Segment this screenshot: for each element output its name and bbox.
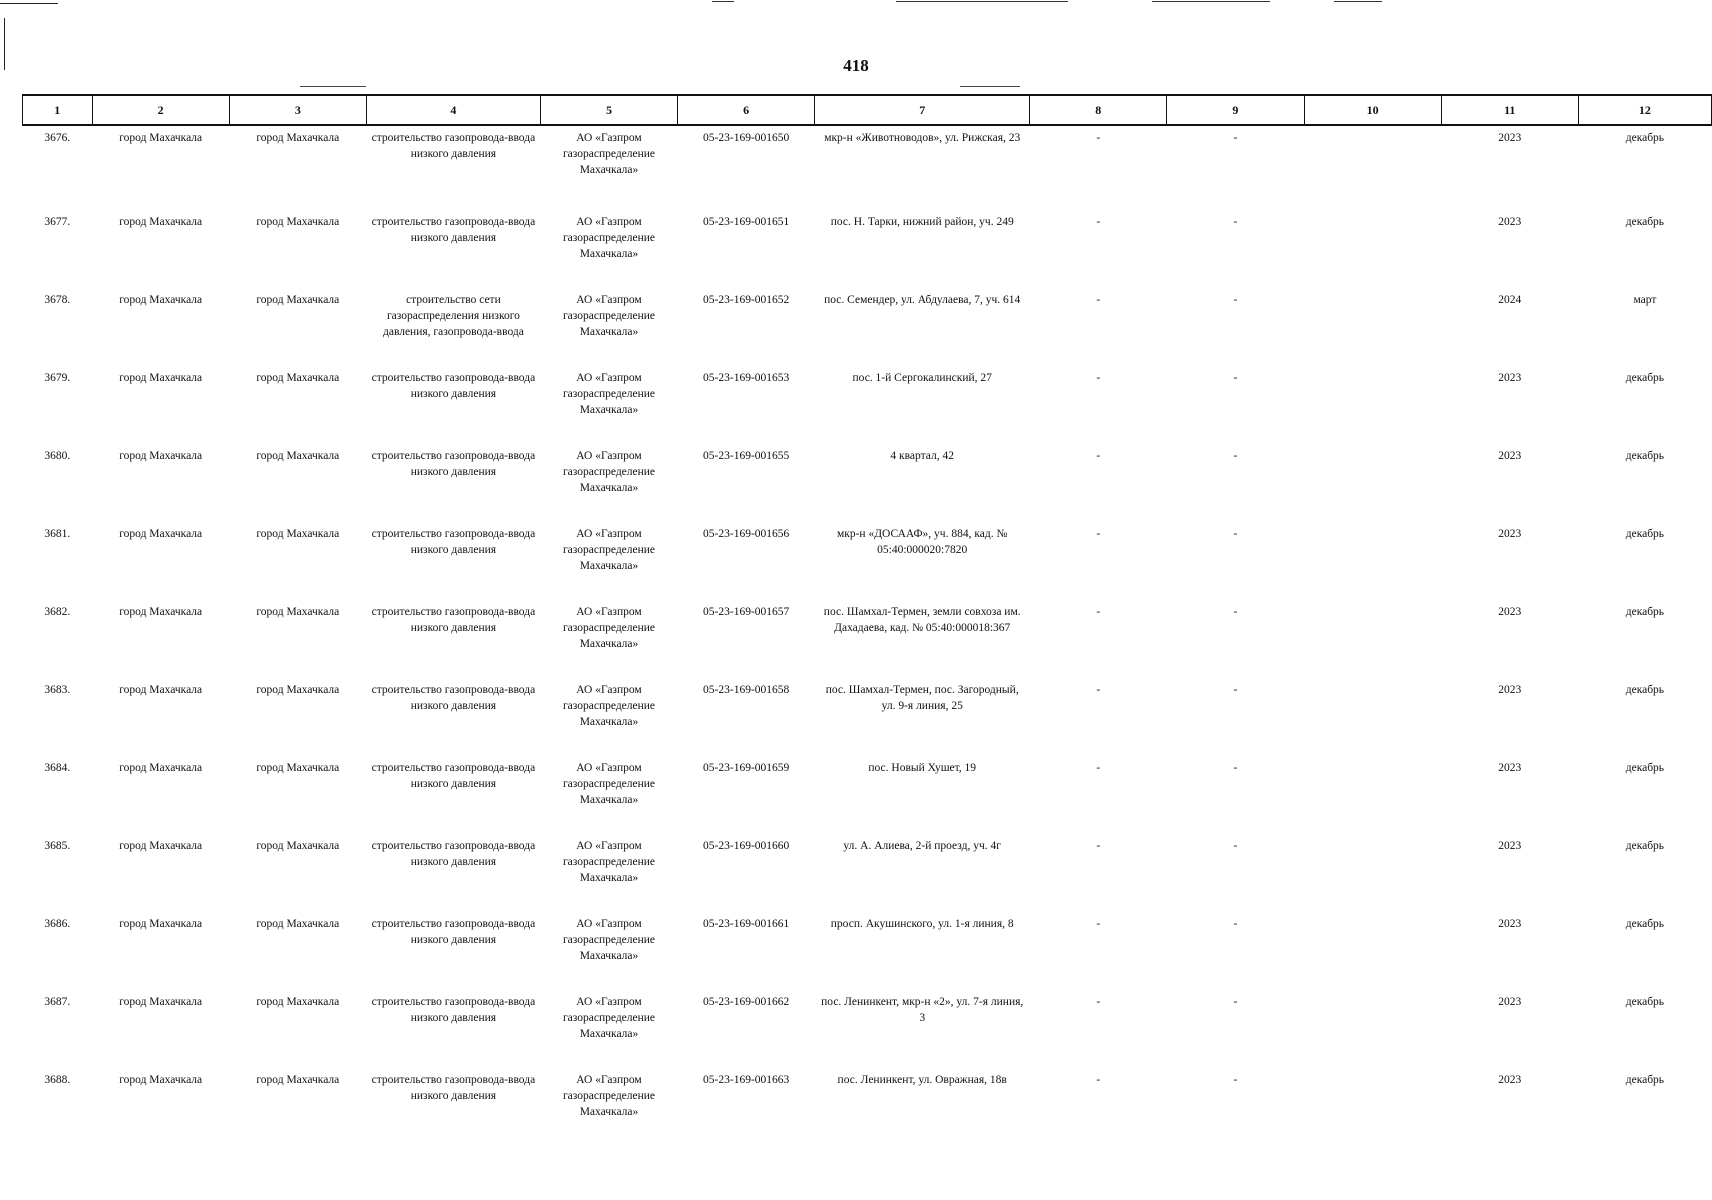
column-9-cell: - (1233, 294, 1238, 306)
works-cell: строительство сети газораспределения низкого давления, газопровода-ввода (382, 294, 524, 338)
column-8-cell: - (1096, 1074, 1101, 1086)
address-cell: мкр-н «Животноводов», ул. Рижская, 23 (824, 132, 1021, 144)
column-10-cell (1304, 366, 1441, 444)
district-cell: город Махачкала (119, 606, 203, 618)
district-cell: город Махачкала (119, 132, 203, 144)
col-header-5: 5 (540, 95, 677, 125)
scan-corner-mark (0, 3, 58, 4)
column-9-cell: - (1233, 762, 1238, 774)
row-number: 3685. (44, 840, 71, 852)
table-row (23, 444, 1712, 522)
scan-tick-line (960, 86, 1020, 87)
address-cell: пос. Семендер, ул. Абдулаева, 7, уч. 614 (824, 294, 1021, 306)
table-row (23, 522, 1712, 600)
column-10-cell (1304, 125, 1441, 210)
district-cell: город Махачкала (119, 918, 203, 930)
organization-cell: АО «Газпром газораспределение Махачкала» (562, 372, 656, 416)
col-header-10: 10 (1304, 95, 1441, 125)
address-cell: просп. Акушинского, ул. 1-я линия, 8 (830, 918, 1014, 930)
col-header-6: 6 (678, 95, 815, 125)
year-cell: 2024 (1498, 294, 1522, 306)
table-row (23, 210, 1712, 288)
code-cell: 05-23-169-001657 (703, 606, 790, 618)
col-header-4: 4 (366, 95, 540, 125)
month-cell: март (1633, 294, 1657, 306)
code-cell: 05-23-169-001663 (703, 1074, 790, 1086)
row-number: 3676. (44, 132, 71, 144)
locality-cell: город Махачкала (256, 450, 340, 462)
locality-cell: город Махачкала (256, 372, 340, 384)
code-cell: 05-23-169-001653 (703, 372, 790, 384)
works-cell: строительство газопровода-ввода низкого давления (371, 216, 536, 244)
column-9-cell: - (1233, 132, 1238, 144)
district-cell: город Махачкала (119, 450, 203, 462)
locality-cell: город Махачкала (256, 294, 340, 306)
column-8-cell: - (1096, 528, 1101, 540)
organization-cell: АО «Газпром газораспределение Махачкала» (562, 606, 656, 650)
column-number-row (23, 95, 1712, 125)
year-cell: 2023 (1498, 996, 1522, 1008)
scan-tick-line (300, 86, 366, 87)
year-cell: 2023 (1498, 606, 1522, 618)
year-cell: 2023 (1498, 1074, 1522, 1086)
address-cell: ул. А. Алиева, 2-й проезд, уч. 4г (843, 840, 1001, 852)
col-header-12: 12 (1578, 95, 1711, 125)
code-cell: 05-23-169-001661 (703, 918, 790, 930)
column-8-cell: - (1096, 372, 1101, 384)
table-row (23, 912, 1712, 990)
row-number: 3679. (44, 372, 71, 384)
column-10-cell (1304, 834, 1441, 912)
row-number: 3681. (44, 528, 71, 540)
works-cell: строительство газопровода-ввода низкого давления (371, 528, 536, 556)
column-8-cell: - (1096, 294, 1101, 306)
column-10-cell (1304, 288, 1441, 366)
month-cell: декабрь (1625, 372, 1665, 384)
column-10-cell (1304, 522, 1441, 600)
works-cell: строительство газопровода-ввода низкого давления (371, 132, 536, 160)
code-cell: 05-23-169-001655 (703, 450, 790, 462)
organization-cell: АО «Газпром газораспределение Махачкала» (562, 762, 656, 806)
locality-cell: город Махачкала (256, 132, 340, 144)
works-cell: строительство газопровода-ввода низкого давления (371, 606, 536, 634)
table-row (23, 1068, 1712, 1146)
organization-cell: АО «Газпром газораспределение Махачкала» (562, 450, 656, 494)
column-9-cell: - (1233, 840, 1238, 852)
column-10-cell (1304, 756, 1441, 834)
col-header-8: 8 (1030, 95, 1167, 125)
code-cell: 05-23-169-001659 (703, 762, 790, 774)
column-8-cell: - (1096, 216, 1101, 228)
col-header-7: 7 (815, 95, 1030, 125)
organization-cell: АО «Газпром газораспределение Махачкала» (562, 294, 656, 338)
row-number: 3678. (44, 294, 71, 306)
district-cell: город Махачкала (119, 840, 203, 852)
works-cell: строительство газопровода-ввода низкого давления (371, 996, 536, 1024)
column-8-cell: - (1096, 684, 1101, 696)
col-header-1: 1 (23, 95, 93, 125)
year-cell: 2023 (1498, 528, 1522, 540)
column-9-cell: - (1233, 918, 1238, 930)
works-cell: строительство газопровода-ввода низкого давления (371, 684, 536, 712)
column-8-cell: - (1096, 996, 1101, 1008)
district-cell: город Махачкала (119, 528, 203, 540)
column-8-cell: - (1096, 918, 1101, 930)
column-10-cell (1304, 912, 1441, 990)
row-number: 3683. (44, 684, 71, 696)
address-cell: пос. Новый Хушет, 19 (868, 762, 977, 774)
code-cell: 05-23-169-001658 (703, 684, 790, 696)
table-row (23, 678, 1712, 756)
address-cell: пос. Н. Тарки, нижний район, уч. 249 (830, 216, 1014, 228)
scan-edge-line (712, 1, 734, 2)
column-9-cell: - (1233, 606, 1238, 618)
column-9-cell: - (1233, 528, 1238, 540)
year-cell: 2023 (1498, 840, 1522, 852)
column-10-cell (1304, 1068, 1441, 1146)
month-cell: декабрь (1625, 1074, 1665, 1086)
address-cell: пос. Ленинкент, ул. Овражная, 18в (837, 1074, 1007, 1086)
registry-table (22, 94, 1712, 1146)
locality-cell: город Махачкала (256, 1074, 340, 1086)
row-number: 3686. (44, 918, 71, 930)
column-8-cell: - (1096, 762, 1101, 774)
district-cell: город Махачкала (119, 996, 203, 1008)
month-cell: декабрь (1625, 606, 1665, 618)
table-row (23, 990, 1712, 1068)
column-10-cell (1304, 990, 1441, 1068)
col-header-2: 2 (92, 95, 229, 125)
row-number: 3687. (44, 996, 71, 1008)
locality-cell: город Махачкала (256, 216, 340, 228)
month-cell: декабрь (1625, 450, 1665, 462)
locality-cell: город Махачкала (256, 606, 340, 618)
column-10-cell (1304, 210, 1441, 288)
locality-cell: город Махачкала (256, 762, 340, 774)
address-cell: пос. Шамхал-Термен, пос. Загородный, ул. 9-я линия, 25 (825, 684, 1019, 712)
month-cell: декабрь (1625, 216, 1665, 228)
year-cell: 2023 (1498, 372, 1522, 384)
col-header-11: 11 (1441, 95, 1578, 125)
column-10-cell (1304, 600, 1441, 678)
code-cell: 05-23-169-001650 (703, 132, 790, 144)
district-cell: город Махачкала (119, 684, 203, 696)
year-cell: 2023 (1498, 684, 1522, 696)
year-cell: 2023 (1498, 216, 1522, 228)
district-cell: город Махачкала (119, 762, 203, 774)
locality-cell: город Махачкала (256, 684, 340, 696)
scan-edge-line (896, 1, 1068, 2)
address-cell: 4 квартал, 42 (890, 450, 954, 462)
address-cell: пос. 1-й Сергокалинский, 27 (852, 372, 992, 384)
table-row (23, 288, 1712, 366)
locality-cell: город Махачкала (256, 996, 340, 1008)
organization-cell: АО «Газпром газораспределение Махачкала» (562, 528, 656, 572)
code-cell: 05-23-169-001660 (703, 840, 790, 852)
table-row (23, 125, 1712, 210)
row-number: 3682. (44, 606, 71, 618)
column-10-cell (1304, 444, 1441, 522)
organization-cell: АО «Газпром газораспределение Махачкала» (562, 1074, 656, 1118)
organization-cell: АО «Газпром газораспределение Махачкала» (562, 216, 656, 260)
works-cell: строительство газопровода-ввода низкого давления (371, 1074, 536, 1102)
col-header-9: 9 (1167, 95, 1304, 125)
locality-cell: город Махачкала (256, 918, 340, 930)
table-row (23, 756, 1712, 834)
works-cell: строительство газопровода-ввода низкого давления (371, 450, 536, 478)
organization-cell: АО «Газпром газораспределение Махачкала» (562, 840, 656, 884)
table-row (23, 600, 1712, 678)
column-9-cell: - (1233, 996, 1238, 1008)
month-cell: декабрь (1625, 132, 1665, 144)
row-number: 3684. (44, 762, 71, 774)
column-8-cell: - (1096, 606, 1101, 618)
year-cell: 2023 (1498, 918, 1522, 930)
organization-cell: АО «Газпром газораспределение Махачкала» (562, 684, 656, 728)
column-9-cell: - (1233, 684, 1238, 696)
year-cell: 2023 (1498, 132, 1522, 144)
organization-cell: АО «Газпром газораспределение Махачкала» (562, 918, 656, 962)
column-9-cell: - (1233, 372, 1238, 384)
col-header-3: 3 (229, 95, 366, 125)
district-cell: город Махачкала (119, 1074, 203, 1086)
month-cell: декабрь (1625, 996, 1665, 1008)
code-cell: 05-23-169-001656 (703, 528, 790, 540)
code-cell: 05-23-169-001651 (703, 216, 790, 228)
district-cell: город Махачкала (119, 294, 203, 306)
table-row (23, 366, 1712, 444)
works-cell: строительство газопровода-ввода низкого давления (371, 840, 536, 868)
column-8-cell: - (1096, 840, 1101, 852)
month-cell: декабрь (1625, 684, 1665, 696)
year-cell: 2023 (1498, 450, 1522, 462)
organization-cell: АО «Газпром газораспределение Махачкала» (562, 132, 656, 176)
row-number: 3677. (44, 216, 71, 228)
district-cell: город Махачкала (119, 372, 203, 384)
table-row (23, 834, 1712, 912)
column-8-cell: - (1096, 132, 1101, 144)
locality-cell: город Махачкала (256, 840, 340, 852)
works-cell: строительство газопровода-ввода низкого давления (371, 762, 536, 790)
scan-edge-line (1334, 1, 1382, 2)
page-number: 418 (843, 56, 869, 75)
locality-cell: город Махачкала (256, 528, 340, 540)
row-number: 3688. (44, 1074, 71, 1086)
row-number: 3680. (44, 450, 71, 462)
month-cell: декабрь (1625, 528, 1665, 540)
works-cell: строительство газопровода-ввода низкого давления (371, 372, 536, 400)
month-cell: декабрь (1625, 762, 1665, 774)
table-body (23, 125, 1712, 1146)
column-9-cell: - (1233, 216, 1238, 228)
scan-edge-line (1152, 1, 1270, 2)
address-cell: пос. Шамхал-Термен, земли совхоза им. Дахадаева, кад. № 05:40:000018:367 (823, 606, 1021, 634)
column-9-cell: - (1233, 450, 1238, 462)
district-cell: город Махачкала (119, 216, 203, 228)
month-cell: декабрь (1625, 918, 1665, 930)
address-cell: пос. Ленинкент, мкр-н «2», ул. 7-я линия, 3 (821, 996, 1024, 1024)
column-10-cell (1304, 678, 1441, 756)
works-cell: строительство газопровода-ввода низкого давления (371, 918, 536, 946)
column-9-cell: - (1233, 1074, 1238, 1086)
address-cell: мкр-н «ДОСААФ», уч. 884, кад. № 05:40:000020:7820 (836, 528, 1008, 556)
year-cell: 2023 (1498, 762, 1522, 774)
column-8-cell: - (1096, 450, 1101, 462)
organization-cell: АО «Газпром газораспределение Махачкала» (562, 996, 656, 1040)
code-cell: 05-23-169-001652 (703, 294, 790, 306)
code-cell: 05-23-169-001662 (703, 996, 790, 1008)
month-cell: декабрь (1625, 840, 1665, 852)
